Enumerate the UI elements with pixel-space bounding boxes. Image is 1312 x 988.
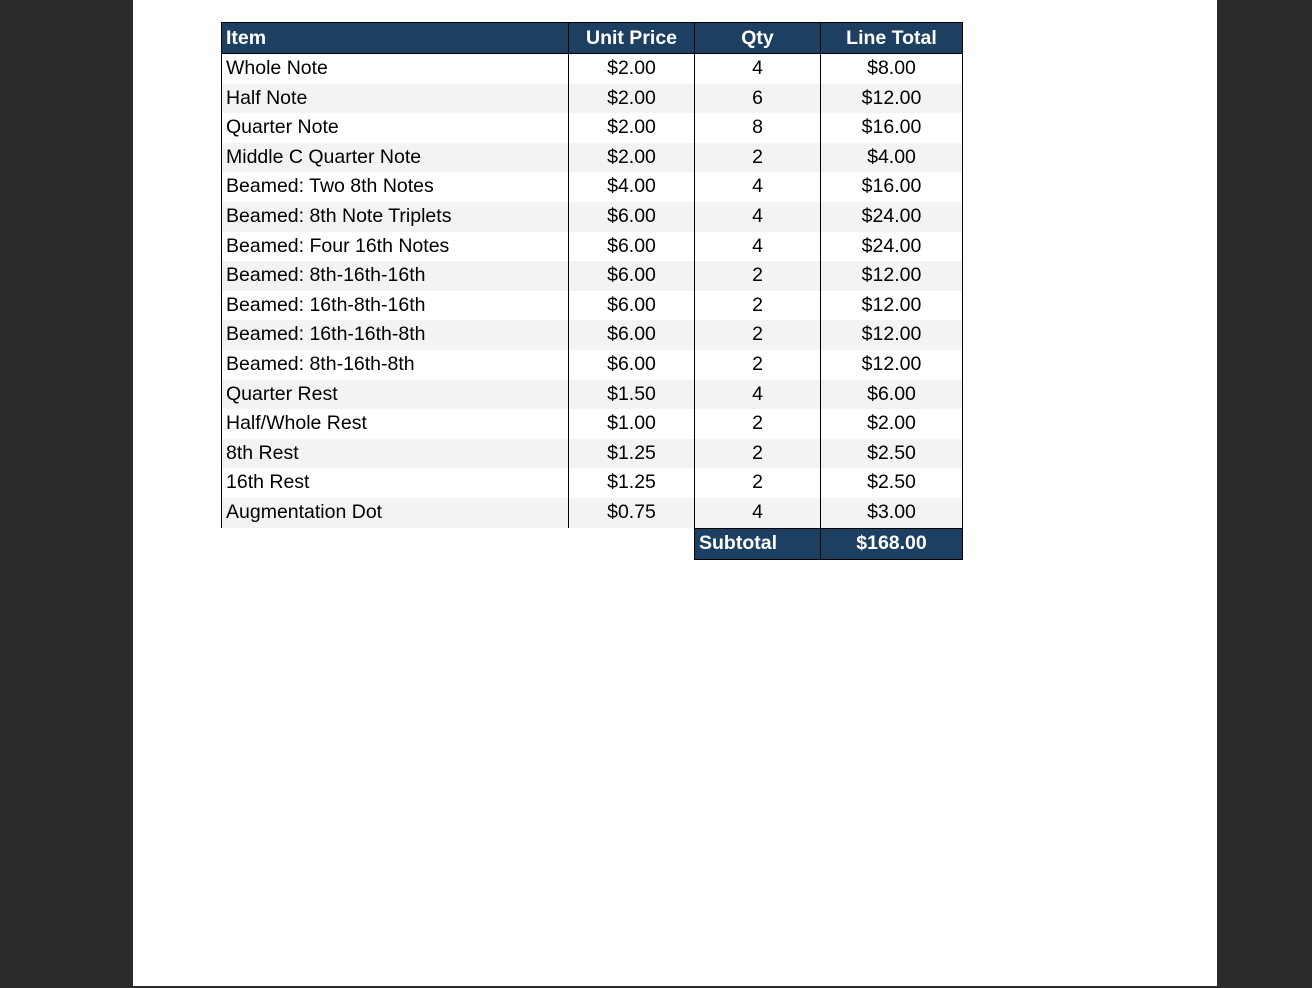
table-row	[222, 380, 963, 410]
table-row	[222, 84, 963, 114]
cell-line-total: $8.00	[821, 54, 963, 84]
cell-qty: 2	[695, 320, 821, 350]
cell-item: Beamed: 16th-8th-16th	[222, 291, 569, 321]
table-row	[222, 409, 963, 439]
cell-unit-price: $6.00	[569, 350, 695, 380]
cell-item: Quarter Note	[222, 113, 569, 143]
cell-unit-price: $6.00	[569, 291, 695, 321]
document-page	[133, 0, 1217, 986]
cell-unit-price: $2.00	[569, 113, 695, 143]
table-row	[222, 143, 963, 173]
cell-qty: 4	[695, 202, 821, 232]
subtotal-spacer	[569, 528, 695, 559]
cell-line-total: $2.00	[821, 409, 963, 439]
cell-qty: 4	[695, 498, 821, 528]
cell-item: Half/Whole Rest	[222, 409, 569, 439]
cell-qty: 6	[695, 84, 821, 114]
cell-line-total: $2.50	[821, 439, 963, 469]
cell-unit-price: $6.00	[569, 232, 695, 262]
cell-unit-price: $1.00	[569, 409, 695, 439]
cell-unit-price: $1.25	[569, 468, 695, 498]
cell-unit-price: $6.00	[569, 320, 695, 350]
cell-item: Whole Note	[222, 54, 569, 84]
cell-qty: 4	[695, 380, 821, 410]
table-row	[222, 439, 963, 469]
subtotal-spacer	[222, 528, 569, 559]
header-line-total: Line Total	[821, 23, 963, 54]
subtotal-label: Subtotal	[695, 528, 821, 559]
cell-qty: 2	[695, 409, 821, 439]
cell-qty: 8	[695, 113, 821, 143]
cell-unit-price: $1.25	[569, 439, 695, 469]
table-row	[222, 261, 963, 291]
cell-qty: 2	[695, 350, 821, 380]
cell-qty: 2	[695, 291, 821, 321]
table-row	[222, 320, 963, 350]
subtotal-row	[222, 528, 963, 559]
table-header-row	[222, 23, 963, 54]
cell-line-total: $16.00	[821, 113, 963, 143]
table-row	[222, 498, 963, 528]
cell-item: Half Note	[222, 84, 569, 114]
cell-qty: 2	[695, 143, 821, 173]
cell-line-total: $24.00	[821, 232, 963, 262]
cell-item: 16th Rest	[222, 468, 569, 498]
cell-unit-price: $6.00	[569, 261, 695, 291]
cell-item: Beamed: 8th-16th-16th	[222, 261, 569, 291]
cell-item: Augmentation Dot	[222, 498, 569, 528]
cell-unit-price: $2.00	[569, 84, 695, 114]
cell-unit-price: $2.00	[569, 54, 695, 84]
header-item: Item	[222, 23, 569, 54]
subtotal-value: $168.00	[821, 528, 963, 559]
cell-line-total: $16.00	[821, 172, 963, 202]
cell-line-total: $24.00	[821, 202, 963, 232]
cell-qty: 2	[695, 439, 821, 469]
cell-item: Beamed: 8th-16th-8th	[222, 350, 569, 380]
cell-unit-price: $0.75	[569, 498, 695, 528]
cell-line-total: $4.00	[821, 143, 963, 173]
cell-line-total: $12.00	[821, 291, 963, 321]
cell-item: Beamed: Two 8th Notes	[222, 172, 569, 202]
cell-item: 8th Rest	[222, 439, 569, 469]
cell-item: Quarter Rest	[222, 380, 569, 410]
cell-qty: 2	[695, 261, 821, 291]
cell-line-total: $12.00	[821, 350, 963, 380]
header-unit-price: Unit Price	[569, 23, 695, 54]
cell-line-total: $12.00	[821, 320, 963, 350]
cell-line-total: $2.50	[821, 468, 963, 498]
line-items-table	[221, 22, 963, 560]
cell-item: Beamed: 8th Note Triplets	[222, 202, 569, 232]
cell-line-total: $6.00	[821, 380, 963, 410]
cell-unit-price: $4.00	[569, 172, 695, 202]
cell-line-total: $3.00	[821, 498, 963, 528]
table-row	[222, 172, 963, 202]
cell-line-total: $12.00	[821, 261, 963, 291]
table-row	[222, 468, 963, 498]
cell-item: Beamed: 16th-16th-8th	[222, 320, 569, 350]
cell-qty: 2	[695, 468, 821, 498]
table-row	[222, 350, 963, 380]
table-row	[222, 291, 963, 321]
cell-qty: 4	[695, 172, 821, 202]
cell-unit-price: $1.50	[569, 380, 695, 410]
header-qty: Qty	[695, 23, 821, 54]
cell-item: Beamed: Four 16th Notes	[222, 232, 569, 262]
table-row	[222, 113, 963, 143]
cell-qty: 4	[695, 232, 821, 262]
cell-unit-price: $6.00	[569, 202, 695, 232]
cell-unit-price: $2.00	[569, 143, 695, 173]
cell-qty: 4	[695, 54, 821, 84]
table-row	[222, 202, 963, 232]
cell-item: Middle C Quarter Note	[222, 143, 569, 173]
cell-line-total: $12.00	[821, 84, 963, 114]
table-row	[222, 232, 963, 262]
table-row	[222, 54, 963, 84]
